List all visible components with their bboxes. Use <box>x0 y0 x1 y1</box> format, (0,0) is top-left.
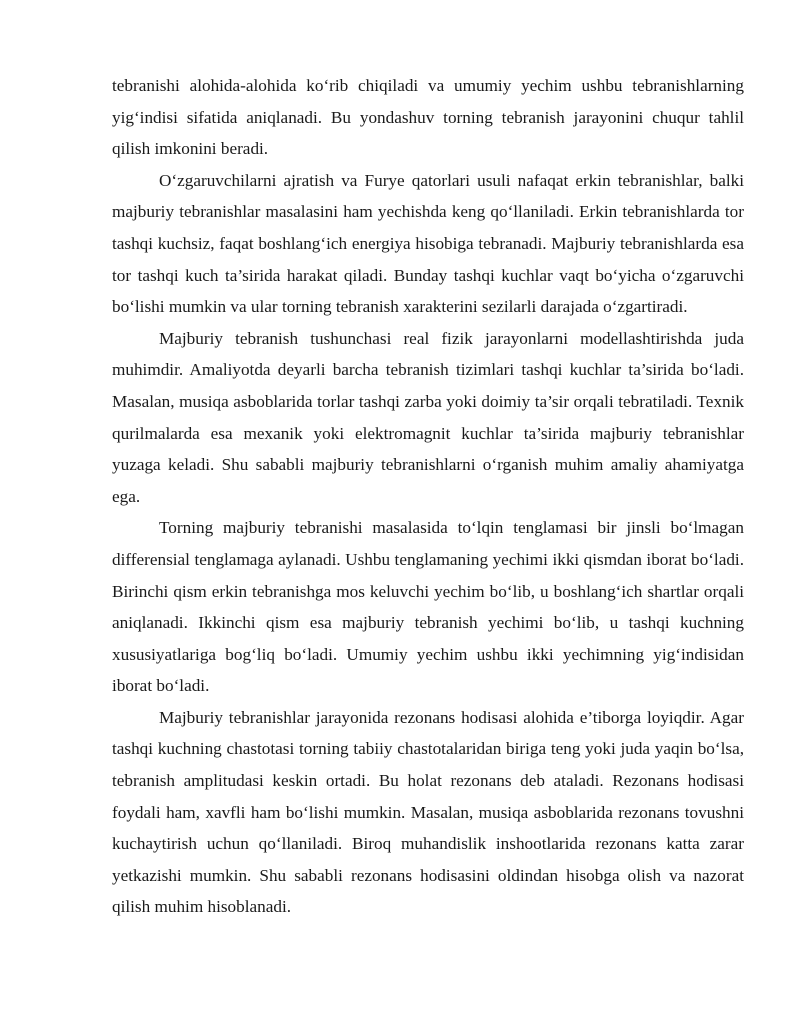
paragraph-resonance: Majburiy tebranishlar jarayonida rezonans hodisasi alohida e’tiborga loyiqdir. Agar tashqi kuchning chastotasi torning tabiiy chastotalaridan biriga teng yoki juda yaqin bo‘lsa, tebranish amplitudasi keskin ortadi. Bu holat rezonans deb ataladi. Rezonans hodisasi foydali ham, xavfli ham bo‘lishi mumkin. Masalan, musiqa asboblarida rezonans tovushni kuchaytirish uchun qo‘llaniladi. Biroq muhandislik inshootlarida rezonans katta zarar yetkazishi mumkin. Shu sababli rezonans hodisasini oldindan hisobga olish va nazorat qilish muhim hisoblanadi. <box>112 707 744 917</box>
paragraph-forced-oscillation-concept: Majburiy tebranish tushunchasi real fizik jarayonlarni modellashtirishda juda muhimdir. Amaliyotda deyarli barcha tebranish tizimlari tashqi kuchlar ta’sirida bo‘ladi. Masalan, musiqa asboblarida torlar tashqi zarba yoki doimiy ta’sir orqali tebratiladi. Texnik qurilmalarda esa mexanik yoki elektromagnit kuchlar ta’sirida majburiy tebranishlar yuzaga keladi. Shu sababli majburiy tebranishlarni o‘rganish muhim amaliy ahamiyatga ega. <box>112 328 744 506</box>
paragraph-separation-of-variables: O‘zgaruvchilarni ajratish va Furye qatorlari usuli nafaqat erkin tebranishlar, balki majburiy tebranishlar masalasini ham yechishda keng qo‘llaniladi. Erkin tebranishlarda tor tashqi kuchsiz, faqat boshlang‘ich energiya hisobiga tebranadi. Majburiy tebranishlarda esa tor tashqi kuch ta’sirida harakat qiladi. Bunday tashqi kuchlar vaqt bo‘yicha o‘zgaruvchi bo‘lishi mumkin va ular torning tebranish xarakterini sezilarli darajada o‘zgartiradi. <box>112 170 744 317</box>
document-body <box>112 70 744 923</box>
paragraph-forced-oscillation-solution: Torning majburiy tebranishi masalasida to‘lqin tenglamasi bir jinsli bo‘lmagan differensial tenglamaga aylanadi. Ushbu tenglamaning yechimi ikki qismdan iborat bo‘ladi. Birinchi qism erkin tebranishga mos keluvchi yechim bo‘lib, u boshlang‘ich shartlar orqali aniqlanadi. Ikkinchi qism esa majburiy tebranish yechimi bo‘lib, u tashqi kuchning xususiyatlariga bog‘liq bo‘ladi. Umumiy yechim ushbu ikki yechimning yig‘indisidan iborat bo‘ladi. <box>112 518 744 696</box>
paragraph-continuation: tebranishi alohida-alohida ko‘rib chiqiladi va umumiy yechim ushbu tebranishlarning yig‘indisi sifatida aniqlanadi. Bu yondashuv torning tebranish jarayonini chuqur tahlil qilish imkonini beradi. <box>112 76 744 159</box>
